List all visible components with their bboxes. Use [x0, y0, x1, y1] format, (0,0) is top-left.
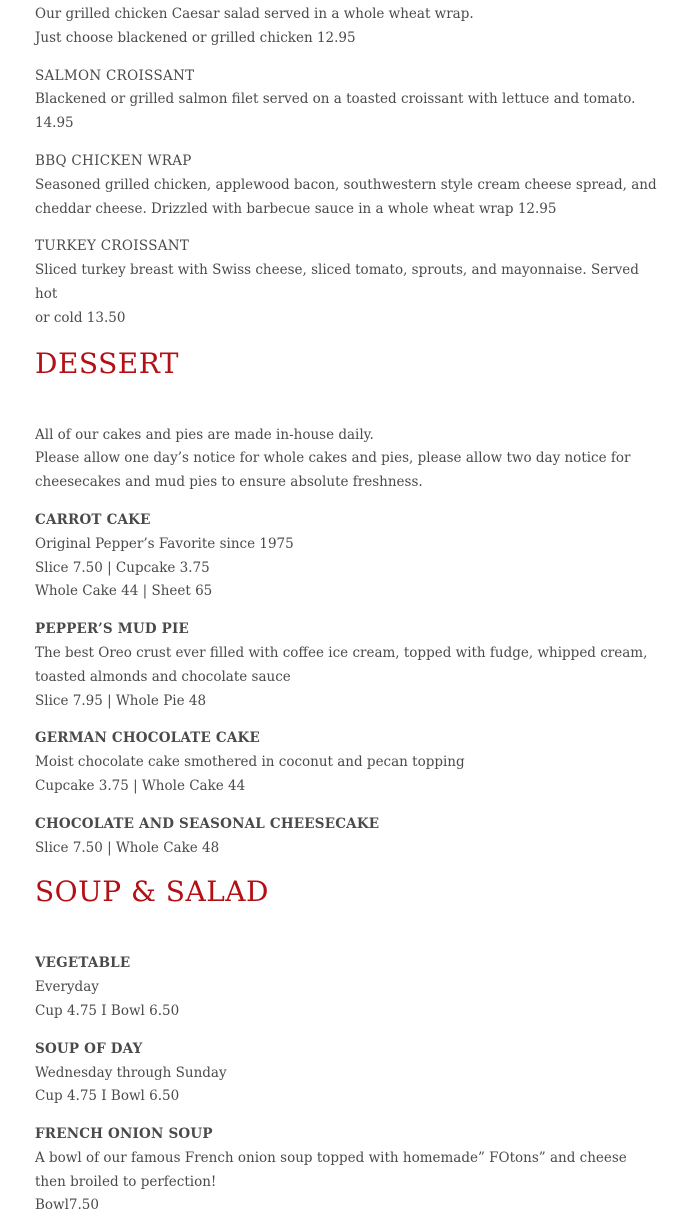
item-description: Our grilled chicken Caesar salad served in a whole wheat wrap. [35, 6, 474, 22]
intro-text: All of our cakes and pies are made in-house daily. [35, 426, 374, 443]
menu-item-cheesecake [35, 813, 663, 861]
item-price: Cupcake 3.75 | Whole Cake 44 [35, 777, 246, 794]
item-description: Original Pepper’s Favorite since 1975 [35, 535, 294, 552]
intro-text: cheesecakes and mud pies to ensure absolute freshness. [35, 474, 423, 491]
item-price: Bowl7.50 [35, 1197, 99, 1214]
item-description: Just choose blackened or grilled chicken 12.95 [35, 29, 356, 46]
section-title-dessert: DESSERT [35, 346, 179, 380]
menu-content [35, 3, 663, 1232]
item-description: The best Oreo crust ever filled with coffee ice cream, topped with fudge, whipped cream, [35, 644, 648, 661]
item-name: VEGETABLE [35, 955, 131, 972]
item-description: Everyday [35, 979, 99, 996]
item-price: Slice 7.50 | Whole Cake 48 [35, 839, 220, 856]
item-description: Sliced turkey breast with Swiss cheese, sliced tomato, sprouts, and mayonnaise. Served hot [35, 262, 639, 302]
menu-item-salmon-croissant [35, 65, 663, 136]
menu-item-caesar-wrap [35, 3, 663, 51]
menu-item-bbq-chicken-wrap [35, 150, 663, 221]
item-name: PEPPER’S MUD PIE [35, 621, 190, 638]
item-name: GERMAN CHOCOLATE CAKE [35, 730, 260, 747]
item-price: Slice 7.95 | Whole Pie 48 [35, 692, 207, 709]
item-name: CARROT CAKE [35, 511, 151, 528]
menu-item-mud-pie [35, 618, 663, 713]
item-description: Wednesday through Sunday [35, 1064, 227, 1081]
item-price: Whole Cake 44 | Sheet 65 [35, 583, 213, 600]
item-price: Cup 4.75 I Bowl 6.50 [35, 1002, 180, 1019]
item-description: toasted almonds and chocolate sauce [35, 668, 291, 685]
item-description: then broiled to perfection! [35, 1173, 217, 1190]
menu-item-carrot-cake [35, 509, 663, 604]
item-description: Seasoned grilled chicken, applewood bacon, southwestern style cream cheese spread, and [35, 176, 657, 193]
item-price: 14.95 [35, 115, 74, 132]
item-name: BBQ CHICKEN WRAP [35, 152, 192, 169]
menu-item-vegetable [35, 952, 663, 1023]
item-description: A bowl of our famous French onion soup topped with homemade” FOtons” and cheese [35, 1149, 627, 1166]
item-price: Slice 7.50 | Cupcake 3.75 [35, 559, 210, 576]
menu-item-french-onion-soup [35, 1123, 663, 1218]
item-name: SALMON CROISSANT [35, 67, 195, 84]
item-name: FRENCH ONION SOUP [35, 1126, 213, 1143]
item-description: cheddar cheese. Drizzled with barbecue sauce in a whole wheat wrap 12.95 [35, 200, 557, 217]
item-description: Blackened or grilled salmon filet served on a toasted croissant with lettuce and tomato. [35, 91, 636, 108]
item-name: SOUP OF DAY [35, 1040, 143, 1057]
intro-text: Please allow one day’s notice for whole cakes and pies, please allow two day notice for [35, 450, 631, 467]
section-title-soup-salad: SOUP & SALAD [35, 875, 269, 909]
menu-item-turkey-croissant [35, 235, 663, 330]
item-name: CHOCOLATE AND SEASONAL CHEESECAKE [35, 815, 380, 832]
menu-item-soup-of-day [35, 1038, 663, 1109]
item-price: Cup 4.75 I Bowl 6.50 [35, 1088, 180, 1105]
dessert-intro [35, 424, 663, 495]
item-description: Moist chocolate cake smothered in coconut and pecan topping [35, 754, 465, 771]
item-name: TURKEY CROISSANT [35, 238, 190, 255]
menu-item-german-chocolate-cake [35, 727, 663, 798]
item-description: or cold 13.50 [35, 309, 126, 326]
